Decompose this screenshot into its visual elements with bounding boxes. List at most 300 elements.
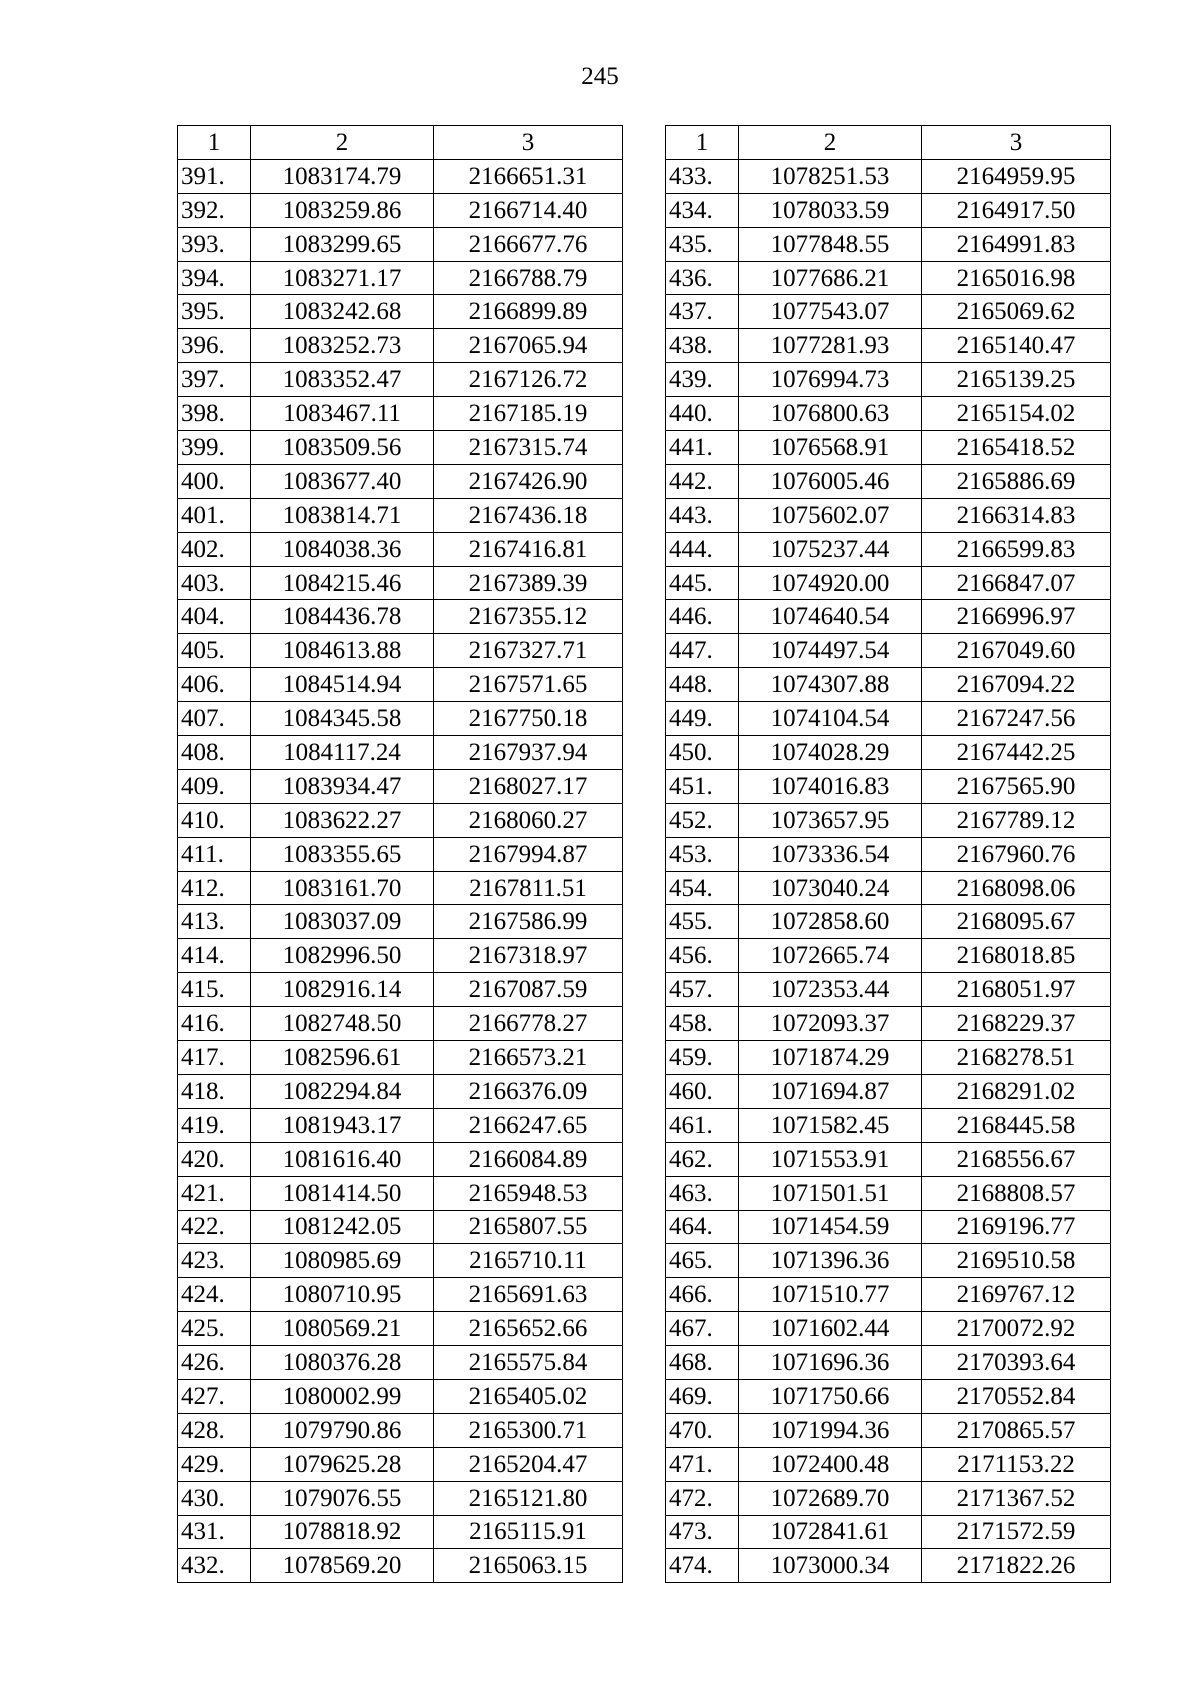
- x-coordinate-cell: 1075237.44: [739, 532, 922, 566]
- table-row: [178, 1142, 623, 1176]
- y-coordinate-cell: 2167426.90: [434, 464, 623, 498]
- x-coordinate-cell: 1074920.00: [739, 566, 922, 600]
- y-coordinate-cell: 2171822.26: [922, 1549, 1111, 1583]
- table-row: [178, 159, 623, 193]
- x-coordinate-cell: 1071874.29: [739, 1041, 922, 1075]
- x-coordinate-cell: 1071501.51: [739, 1176, 922, 1210]
- table-row: [666, 1176, 1111, 1210]
- y-coordinate-cell: 2165121.80: [434, 1481, 623, 1515]
- y-coordinate-cell: 2166314.83: [922, 498, 1111, 532]
- x-coordinate-cell: 1084436.78: [251, 600, 434, 634]
- x-coordinate-cell: 1083677.40: [251, 464, 434, 498]
- point-number-cell: 442.: [666, 464, 739, 498]
- column-header-number: 1: [666, 126, 739, 160]
- table-row: [178, 634, 623, 668]
- y-coordinate-cell: 2168027.17: [434, 769, 623, 803]
- table-row: [666, 1379, 1111, 1413]
- x-coordinate-cell: 1084215.46: [251, 566, 434, 600]
- x-coordinate-cell: 1071602.44: [739, 1312, 922, 1346]
- table-row: [666, 532, 1111, 566]
- point-number-cell: 406.: [178, 668, 251, 702]
- point-number-cell: 438.: [666, 329, 739, 363]
- table-row: [178, 973, 623, 1007]
- x-coordinate-cell: 1074497.54: [739, 634, 922, 668]
- point-number-cell: 467.: [666, 1312, 739, 1346]
- x-coordinate-cell: 1080002.99: [251, 1379, 434, 1413]
- point-number-cell: 468.: [666, 1346, 739, 1380]
- point-number-cell: 443.: [666, 498, 739, 532]
- table-row: [666, 1007, 1111, 1041]
- x-coordinate-cell: 1079625.28: [251, 1447, 434, 1481]
- point-number-cell: 394.: [178, 261, 251, 295]
- table-row: [666, 295, 1111, 329]
- table-row: [178, 193, 623, 227]
- point-number-cell: 473.: [666, 1515, 739, 1549]
- table-row: [666, 871, 1111, 905]
- x-coordinate-cell: 1072858.60: [739, 905, 922, 939]
- point-number-cell: 420.: [178, 1142, 251, 1176]
- x-coordinate-cell: 1081943.17: [251, 1108, 434, 1142]
- y-coordinate-cell: 2171367.52: [922, 1481, 1111, 1515]
- y-coordinate-cell: 2167571.65: [434, 668, 623, 702]
- table-row: [178, 600, 623, 634]
- table-row: [666, 261, 1111, 295]
- y-coordinate-cell: 2168095.67: [922, 905, 1111, 939]
- x-coordinate-cell: 1077848.55: [739, 227, 922, 261]
- x-coordinate-cell: 1074016.83: [739, 769, 922, 803]
- x-coordinate-cell: 1084345.58: [251, 702, 434, 736]
- y-coordinate-cell: 2167586.99: [434, 905, 623, 939]
- point-number-cell: 426.: [178, 1346, 251, 1380]
- table-row: [666, 1549, 1111, 1583]
- point-number-cell: 463.: [666, 1176, 739, 1210]
- page-number: 245: [581, 63, 619, 90]
- y-coordinate-cell: 2167442.25: [922, 736, 1111, 770]
- y-coordinate-cell: 2166996.97: [922, 600, 1111, 634]
- x-coordinate-cell: 1072353.44: [739, 973, 922, 1007]
- table-row: [666, 431, 1111, 465]
- point-number-cell: 453.: [666, 837, 739, 871]
- point-number-cell: 447.: [666, 634, 739, 668]
- table-row: [666, 702, 1111, 736]
- y-coordinate-cell: 2165154.02: [922, 397, 1111, 431]
- point-number-cell: 433.: [666, 159, 739, 193]
- point-number-cell: 457.: [666, 973, 739, 1007]
- table-row: [178, 295, 623, 329]
- point-number-cell: 464.: [666, 1210, 739, 1244]
- table-row: [178, 736, 623, 770]
- x-coordinate-cell: 1080985.69: [251, 1244, 434, 1278]
- point-number-cell: 398.: [178, 397, 251, 431]
- point-number-cell: 415.: [178, 973, 251, 1007]
- table-row: [666, 227, 1111, 261]
- x-coordinate-cell: 1071582.45: [739, 1108, 922, 1142]
- table-row: [178, 905, 623, 939]
- x-coordinate-cell: 1078818.92: [251, 1515, 434, 1549]
- table-body: [666, 159, 1111, 1582]
- table-row: [666, 973, 1111, 1007]
- table-row: [666, 1447, 1111, 1481]
- y-coordinate-cell: 2168278.51: [922, 1041, 1111, 1075]
- y-coordinate-cell: 2165139.25: [922, 363, 1111, 397]
- table-row: [178, 1515, 623, 1549]
- y-coordinate-cell: 2165710.11: [434, 1244, 623, 1278]
- table-row: [666, 1346, 1111, 1380]
- y-coordinate-cell: 2171153.22: [922, 1447, 1111, 1481]
- x-coordinate-cell: 1071696.36: [739, 1346, 922, 1380]
- table-row: [666, 939, 1111, 973]
- table-row: [666, 1142, 1111, 1176]
- y-coordinate-cell: 2168808.57: [922, 1176, 1111, 1210]
- y-coordinate-cell: 2165948.53: [434, 1176, 623, 1210]
- point-number-cell: 421.: [178, 1176, 251, 1210]
- x-coordinate-cell: 1083174.79: [251, 159, 434, 193]
- x-coordinate-cell: 1072841.61: [739, 1515, 922, 1549]
- x-coordinate-cell: 1084038.36: [251, 532, 434, 566]
- x-coordinate-cell: 1084514.94: [251, 668, 434, 702]
- point-number-cell: 462.: [666, 1142, 739, 1176]
- x-coordinate-cell: 1079076.55: [251, 1481, 434, 1515]
- x-coordinate-cell: 1077543.07: [739, 295, 922, 329]
- table-row: [666, 159, 1111, 193]
- y-coordinate-cell: 2170072.92: [922, 1312, 1111, 1346]
- x-coordinate-cell: 1079790.86: [251, 1413, 434, 1447]
- point-number-cell: 402.: [178, 532, 251, 566]
- x-coordinate-cell: 1083467.11: [251, 397, 434, 431]
- y-coordinate-cell: 2167811.51: [434, 871, 623, 905]
- point-number-cell: 449.: [666, 702, 739, 736]
- x-coordinate-cell: 1081242.05: [251, 1210, 434, 1244]
- point-number-cell: 400.: [178, 464, 251, 498]
- point-number-cell: 441.: [666, 431, 739, 465]
- x-coordinate-cell: 1083352.47: [251, 363, 434, 397]
- y-coordinate-cell: 2167247.56: [922, 702, 1111, 736]
- y-coordinate-cell: 2168051.97: [922, 973, 1111, 1007]
- y-coordinate-cell: 2165016.98: [922, 261, 1111, 295]
- point-number-cell: 435.: [666, 227, 739, 261]
- point-number-cell: 404.: [178, 600, 251, 634]
- table-row: [666, 498, 1111, 532]
- point-number-cell: 418.: [178, 1074, 251, 1108]
- table-row: [178, 939, 623, 973]
- x-coordinate-cell: 1083252.73: [251, 329, 434, 363]
- x-coordinate-cell: 1081414.50: [251, 1176, 434, 1210]
- y-coordinate-cell: 2166714.40: [434, 193, 623, 227]
- point-number-cell: 424.: [178, 1278, 251, 1312]
- table-row: [178, 431, 623, 465]
- y-coordinate-cell: 2170865.57: [922, 1413, 1111, 1447]
- y-coordinate-cell: 2167049.60: [922, 634, 1111, 668]
- x-coordinate-cell: 1076994.73: [739, 363, 922, 397]
- point-number-cell: 474.: [666, 1549, 739, 1583]
- table-row: [178, 1379, 623, 1413]
- x-coordinate-cell: 1073657.95: [739, 803, 922, 837]
- x-coordinate-cell: 1076800.63: [739, 397, 922, 431]
- table-row: [178, 1244, 623, 1278]
- x-coordinate-cell: 1082294.84: [251, 1074, 434, 1108]
- x-coordinate-cell: 1077281.93: [739, 329, 922, 363]
- x-coordinate-cell: 1083299.65: [251, 227, 434, 261]
- table-row: [666, 1108, 1111, 1142]
- point-number-cell: 395.: [178, 295, 251, 329]
- point-number-cell: 405.: [178, 634, 251, 668]
- table-row: [178, 1176, 623, 1210]
- y-coordinate-cell: 2167087.59: [434, 973, 623, 1007]
- y-coordinate-cell: 2166573.21: [434, 1041, 623, 1075]
- table-row: [666, 1312, 1111, 1346]
- y-coordinate-cell: 2165069.62: [922, 295, 1111, 329]
- table-row: [178, 566, 623, 600]
- point-number-cell: 411.: [178, 837, 251, 871]
- table-row: [178, 803, 623, 837]
- x-coordinate-cell: 1073000.34: [739, 1549, 922, 1583]
- table-row: [178, 1108, 623, 1142]
- y-coordinate-cell: 2167436.18: [434, 498, 623, 532]
- point-number-cell: 410.: [178, 803, 251, 837]
- point-number-cell: 396.: [178, 329, 251, 363]
- x-coordinate-cell: 1083271.17: [251, 261, 434, 295]
- point-number-cell: 469.: [666, 1379, 739, 1413]
- point-number-cell: 401.: [178, 498, 251, 532]
- y-coordinate-cell: 2166677.76: [434, 227, 623, 261]
- x-coordinate-cell: 1074028.29: [739, 736, 922, 770]
- point-number-cell: 422.: [178, 1210, 251, 1244]
- table-row: [178, 837, 623, 871]
- table-row: [666, 905, 1111, 939]
- y-coordinate-cell: 2167065.94: [434, 329, 623, 363]
- point-number-cell: 446.: [666, 600, 739, 634]
- table-row: [666, 769, 1111, 803]
- y-coordinate-cell: 2167355.12: [434, 600, 623, 634]
- x-coordinate-cell: 1071750.66: [739, 1379, 922, 1413]
- x-coordinate-cell: 1083509.56: [251, 431, 434, 465]
- point-number-cell: 397.: [178, 363, 251, 397]
- y-coordinate-cell: 2166247.65: [434, 1108, 623, 1142]
- table-row: [666, 397, 1111, 431]
- x-coordinate-cell: 1071510.77: [739, 1278, 922, 1312]
- table-row: [178, 1007, 623, 1041]
- column-header-number: 1: [178, 126, 251, 160]
- point-number-cell: 425.: [178, 1312, 251, 1346]
- x-coordinate-cell: 1082748.50: [251, 1007, 434, 1041]
- table-row: [178, 1413, 623, 1447]
- x-coordinate-cell: 1082596.61: [251, 1041, 434, 1075]
- point-number-cell: 419.: [178, 1108, 251, 1142]
- x-coordinate-cell: 1073336.54: [739, 837, 922, 871]
- y-coordinate-cell: 2165300.71: [434, 1413, 623, 1447]
- y-coordinate-cell: 2168445.58: [922, 1108, 1111, 1142]
- table-row: [178, 227, 623, 261]
- x-coordinate-cell: 1072689.70: [739, 1481, 922, 1515]
- x-coordinate-cell: 1083242.68: [251, 295, 434, 329]
- y-coordinate-cell: 2165204.47: [434, 1447, 623, 1481]
- x-coordinate-cell: 1071553.91: [739, 1142, 922, 1176]
- y-coordinate-cell: 2167565.90: [922, 769, 1111, 803]
- x-coordinate-cell: 1074104.54: [739, 702, 922, 736]
- x-coordinate-cell: 1072400.48: [739, 1447, 922, 1481]
- table-row: [178, 668, 623, 702]
- y-coordinate-cell: 2171572.59: [922, 1515, 1111, 1549]
- x-coordinate-cell: 1080376.28: [251, 1346, 434, 1380]
- point-number-cell: 444.: [666, 532, 739, 566]
- y-coordinate-cell: 2166899.89: [434, 295, 623, 329]
- point-number-cell: 416.: [178, 1007, 251, 1041]
- point-number-cell: 408.: [178, 736, 251, 770]
- point-number-cell: 427.: [178, 1379, 251, 1413]
- point-number-cell: 432.: [178, 1549, 251, 1583]
- table-row: [666, 193, 1111, 227]
- x-coordinate-cell: 1083037.09: [251, 905, 434, 939]
- point-number-cell: 439.: [666, 363, 739, 397]
- y-coordinate-cell: 2166847.07: [922, 566, 1111, 600]
- table-row: [178, 1312, 623, 1346]
- table-row: [178, 1447, 623, 1481]
- y-coordinate-cell: 2165807.55: [434, 1210, 623, 1244]
- y-coordinate-cell: 2168098.06: [922, 871, 1111, 905]
- y-coordinate-cell: 2168229.37: [922, 1007, 1111, 1041]
- table-row: [178, 702, 623, 736]
- y-coordinate-cell: 2165115.91: [434, 1515, 623, 1549]
- table-row: [666, 464, 1111, 498]
- table-row: [178, 261, 623, 295]
- table-row: [666, 736, 1111, 770]
- column-header-x: 2: [251, 126, 434, 160]
- point-number-cell: 456.: [666, 939, 739, 973]
- y-coordinate-cell: 2167185.19: [434, 397, 623, 431]
- x-coordinate-cell: 1075602.07: [739, 498, 922, 532]
- y-coordinate-cell: 2166651.31: [434, 159, 623, 193]
- x-coordinate-cell: 1083259.86: [251, 193, 434, 227]
- y-coordinate-cell: 2167126.72: [434, 363, 623, 397]
- y-coordinate-cell: 2169196.77: [922, 1210, 1111, 1244]
- point-number-cell: 470.: [666, 1413, 739, 1447]
- x-coordinate-cell: 1082996.50: [251, 939, 434, 973]
- table-row: [666, 1413, 1111, 1447]
- x-coordinate-cell: 1083161.70: [251, 871, 434, 905]
- x-coordinate-cell: 1076568.91: [739, 431, 922, 465]
- y-coordinate-cell: 2165405.02: [434, 1379, 623, 1413]
- coordinates-table-right: [665, 125, 1111, 1583]
- x-coordinate-cell: 1072665.74: [739, 939, 922, 973]
- point-number-cell: 403.: [178, 566, 251, 600]
- point-number-cell: 452.: [666, 803, 739, 837]
- table-row: [666, 1210, 1111, 1244]
- column-header-y: 3: [434, 126, 623, 160]
- table-row: [178, 1346, 623, 1380]
- table-row: [666, 837, 1111, 871]
- point-number-cell: 440.: [666, 397, 739, 431]
- table-row: [178, 1074, 623, 1108]
- x-coordinate-cell: 1078033.59: [739, 193, 922, 227]
- table-header-row: [666, 126, 1111, 160]
- table-row: [178, 329, 623, 363]
- y-coordinate-cell: 2170393.64: [922, 1346, 1111, 1380]
- table-row: [666, 803, 1111, 837]
- table-row: [666, 1074, 1111, 1108]
- table-row: [666, 363, 1111, 397]
- y-coordinate-cell: 2165063.15: [434, 1549, 623, 1583]
- point-number-cell: 471.: [666, 1447, 739, 1481]
- x-coordinate-cell: 1084613.88: [251, 634, 434, 668]
- x-coordinate-cell: 1080569.21: [251, 1312, 434, 1346]
- table-row: [666, 329, 1111, 363]
- y-coordinate-cell: 2168018.85: [922, 939, 1111, 973]
- point-number-cell: 393.: [178, 227, 251, 261]
- y-coordinate-cell: 2166788.79: [434, 261, 623, 295]
- y-coordinate-cell: 2167318.97: [434, 939, 623, 973]
- x-coordinate-cell: 1071454.59: [739, 1210, 922, 1244]
- x-coordinate-cell: 1081616.40: [251, 1142, 434, 1176]
- point-number-cell: 414.: [178, 939, 251, 973]
- y-coordinate-cell: 2164959.95: [922, 159, 1111, 193]
- point-number-cell: 465.: [666, 1244, 739, 1278]
- point-number-cell: 391.: [178, 159, 251, 193]
- x-coordinate-cell: 1084117.24: [251, 736, 434, 770]
- x-coordinate-cell: 1083934.47: [251, 769, 434, 803]
- point-number-cell: 413.: [178, 905, 251, 939]
- y-coordinate-cell: 2168556.67: [922, 1142, 1111, 1176]
- x-coordinate-cell: 1083814.71: [251, 498, 434, 532]
- table-row: [666, 1278, 1111, 1312]
- x-coordinate-cell: 1072093.37: [739, 1007, 922, 1041]
- y-coordinate-cell: 2167937.94: [434, 736, 623, 770]
- point-number-cell: 458.: [666, 1007, 739, 1041]
- y-coordinate-cell: 2167960.76: [922, 837, 1111, 871]
- point-number-cell: 430.: [178, 1481, 251, 1515]
- y-coordinate-cell: 2165575.84: [434, 1346, 623, 1380]
- y-coordinate-cell: 2166778.27: [434, 1007, 623, 1041]
- y-coordinate-cell: 2166084.89: [434, 1142, 623, 1176]
- table-row: [666, 566, 1111, 600]
- point-number-cell: 448.: [666, 668, 739, 702]
- table-row: [666, 1481, 1111, 1515]
- y-coordinate-cell: 2165418.52: [922, 431, 1111, 465]
- y-coordinate-cell: 2167094.22: [922, 668, 1111, 702]
- x-coordinate-cell: 1083622.27: [251, 803, 434, 837]
- point-number-cell: 407.: [178, 702, 251, 736]
- table-row: [178, 1278, 623, 1312]
- table-header-row: [178, 126, 623, 160]
- y-coordinate-cell: 2167327.71: [434, 634, 623, 668]
- table-row: [666, 1515, 1111, 1549]
- point-number-cell: 454.: [666, 871, 739, 905]
- point-number-cell: 459.: [666, 1041, 739, 1075]
- x-coordinate-cell: 1074640.54: [739, 600, 922, 634]
- point-number-cell: 445.: [666, 566, 739, 600]
- y-coordinate-cell: 2167994.87: [434, 837, 623, 871]
- point-number-cell: 412.: [178, 871, 251, 905]
- table-row: [178, 397, 623, 431]
- point-number-cell: 431.: [178, 1515, 251, 1549]
- table-row: [178, 769, 623, 803]
- y-coordinate-cell: 2167789.12: [922, 803, 1111, 837]
- x-coordinate-cell: 1071994.36: [739, 1413, 922, 1447]
- x-coordinate-cell: 1080710.95: [251, 1278, 434, 1312]
- x-coordinate-cell: 1074307.88: [739, 668, 922, 702]
- point-number-cell: 409.: [178, 769, 251, 803]
- table-row: [666, 668, 1111, 702]
- point-number-cell: 466.: [666, 1278, 739, 1312]
- x-coordinate-cell: 1082916.14: [251, 973, 434, 1007]
- y-coordinate-cell: 2167315.74: [434, 431, 623, 465]
- x-coordinate-cell: 1071396.36: [739, 1244, 922, 1278]
- point-number-cell: 460.: [666, 1074, 739, 1108]
- point-number-cell: 461.: [666, 1108, 739, 1142]
- y-coordinate-cell: 2167750.18: [434, 702, 623, 736]
- y-coordinate-cell: 2164917.50: [922, 193, 1111, 227]
- table-row: [178, 1210, 623, 1244]
- y-coordinate-cell: 2170552.84: [922, 1379, 1111, 1413]
